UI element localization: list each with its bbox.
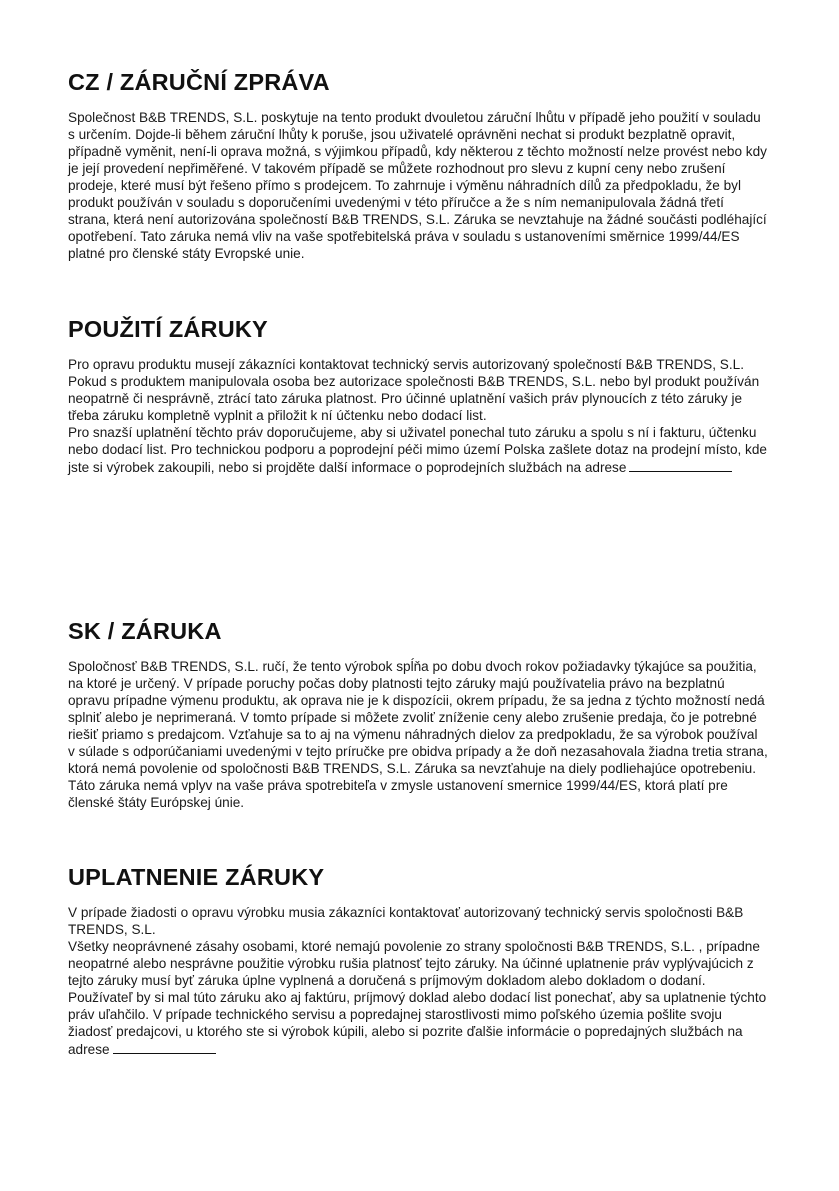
address-blank-line [629,458,732,472]
section-cz-warranty-use [68,318,768,476]
section-title: POUŽITÍ ZÁRUKY [68,316,268,342]
section-cz-warranty [68,71,768,262]
paragraph: Pro opravu produktu musejí zákazníci kontaktovat technický servis autorizovaný společností B&B TRENDS, S.L. [68,356,744,372]
section-title: UPLATNENIE ZÁRUKY [68,864,325,890]
paragraph: Spoločnosť B&B TRENDS, S.L. ručí, že tento výrobok spĺňa po dobu dvoch rokov požiadavky týkajúce sa použitia, na ktoré je určený. V prípade poruchy počas doby platnosti tejto záruky majú používatelia právo na bezplatnú opravu prípadne výmenu produktu, ak oprava nie je k dispozícii, okrem prípadu, že sa jedna z týchto možností nedá splniť alebo je neprimeraná. V tomto prípade si môžete zvoliť zníženie ceny alebo zrušenie predaja, čo je potrebné riešiť priamo s predajcom. Vzťahuje sa to aj na výmenu náhradných dielov za predpokladu, že sa výrobok používal v súlade s odporúčaniami uvedenými v tejto príručke pre obidva prípady a že doň nezasahovala žiadna tretia strana, ktorá nemá povolenie od spoločnosti B&B TRENDS, S.L. Záruka sa nevzťahuje na diely podliehajúce opotrebeniu. Táto záruka nemá vplyv na vaše práva spotrebiteľa v zmysle ustanovení smernice 1999/44/ES, ktorá platí pre členské štáty Európskej únie. [68,658,768,810]
paragraph-text: Pro snazší uplatnění těchto práv doporučujeme, aby si uživatel ponechal tuto záruku a spolu s ní i fakturu, účtenku nebo dodací list. Pro technickou podporu a poprodejní péči mimo území Polska zašlete dotaz na prodejní místo, kde jste si výrobek zakoupili, nebo si projděte další informace o poprodejních službách na adrese [68,424,767,475]
section-sk-warranty-claim [68,866,768,1058]
paragraph-text: Používateľ by si mal túto záruku ako aj faktúru, príjmový doklad alebo dodací list ponechať, aby sa uplatnenie týchto práv uľahčilo. V prípade technického servisu a popredajnej starostlivosti mimo poľského územia pošlite svoju žiadosť predajcovi, u ktorého ste si výrobok kúpili, alebo si pozrite ďalšie informácie o popredajných službách na adrese [68,989,767,1057]
section-title: SK / ZÁRUKA [68,618,222,644]
paragraph: V prípade žiadosti o opravu výrobku musia zákazníci kontaktovať autorizovaný technický servis spoločnosti B&B TRENDS, S.L. [68,904,744,937]
paragraph-with-blank [68,424,768,476]
section-title: CZ / ZÁRUČNÍ ZPRÁVA [68,69,330,95]
paragraph: Všetky neoprávnené zásahy osobami, ktoré nemajú povolenie zo strany spoločnosti B&B TRENDS, S.L. , prípadne neopatrné alebo nesprávne použitie výrobku rušia platnosť tejto záruky. Na účinné uplatnenie práv vyplývajúcich z tejto záruky musí byť záruka úplne vyplnená a doručená s príjmovým dokladom alebo dokladom o dodaní. [68,938,760,988]
paragraph: Pokud s produktem manipulovala osoba bez autorizace společnosti B&B TRENDS, S.L. nebo byl produkt používán neopatrně či nesprávně, ztrácí tato záruka platnost. Pro účinné uplatnění vašich práv plynoucích z této záruky je třeba záruku kompletně vyplnit a přiložit k ní účtenku nebo dodací list. [68,373,760,423]
section-sk-warranty [68,620,768,811]
paragraph: Společnost B&B TRENDS, S.L. poskytuje na tento produkt dvouletou záruční lhůtu v případě jeho použití v souladu s určením. Dojde-li během záruční lhůty k poruše, jsou uživatelé oprávněni nechat si produkt bezplatně opravit, případně vyměnit, není-li oprava možná, s výjimkou případů, kdy některou z těchto možností nelze provést nebo kdy je její provedení nepřiměřené. V takovém případě se můžete rozhodnout pro slevu z kupní ceny nebo zrušení prodeje, které musí být řešeno přímo s prodejcem. To zahrnuje i výměnu náhradních dílů za předpokladu, že byl produkt používán v souladu s doporučeními uvedenými v této příručce a že s ním nemanipulovala žádná třetí strana, která není autorizována společností B&B TRENDS, S.L. Záruka se nevztahuje na žádné součásti podléhající opotřebení. Tato záruka nemá vliv na vaše spotřebitelská práva v souladu s ustanoveními směrnice 1999/44/ES platné pro členské státy Evropské unie. [68,109,767,261]
address-blank-line [113,1040,216,1054]
paragraph-with-blank [68,989,768,1058]
